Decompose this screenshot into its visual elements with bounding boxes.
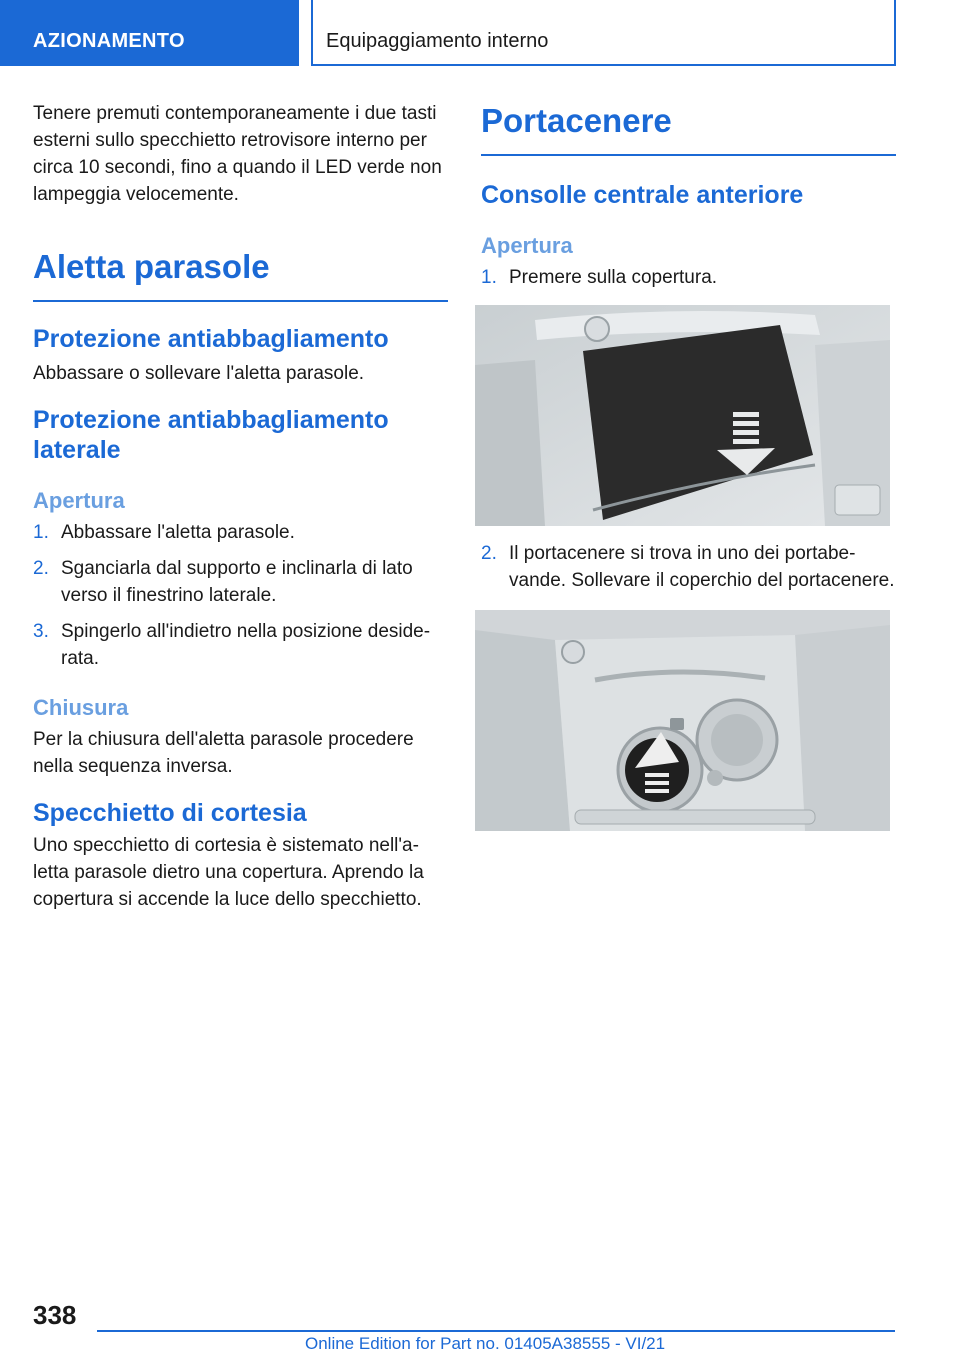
specchietto-text: Uno specchietto di cortesia è sistemato nell'aletta parasole dietro una copertura. Aprendo la copertura si accende la luce dello specchietto. (33, 835, 424, 910)
list-item (33, 519, 448, 546)
portacenere-step-1 (481, 264, 896, 291)
console-cover-illustration (475, 305, 890, 526)
step-text: Spingerlo all'indietro nella posizione desiderata. (61, 621, 431, 669)
step-number: 2. (481, 543, 497, 564)
figure-console-cover (475, 305, 890, 526)
ashtray-illustration (475, 610, 890, 831)
chiusura-text: Per la chiusura dell'aletta parasole procedere nella sequenza inversa. (33, 729, 414, 777)
apertura-steps (33, 519, 448, 672)
chapter-tab: Equipaggiamento interno (311, 0, 896, 66)
list-item (481, 264, 896, 291)
step-number: 1. (33, 522, 49, 543)
heading-apertura-right: Apertura (481, 233, 573, 258)
step-number: 3. (33, 621, 49, 642)
heading-aletta-parasole: Aletta parasole (33, 248, 448, 302)
list-item (33, 555, 448, 609)
list-item (33, 618, 448, 672)
protezione-text: Abbassare o sollevare l'aletta parasole. (33, 363, 365, 384)
edition-footer: Online Edition for Part no. 01405A38555 - VI/21 (305, 1334, 666, 1353)
step-text: Sganciarla dal supporto e inclinarla di lato verso il finestrino laterale. (61, 558, 413, 606)
figure-ashtray-cupholder (475, 610, 890, 831)
step-text: Premere sulla copertura. (509, 267, 718, 288)
portacenere-step-2 (481, 540, 896, 594)
page-number: 338 (33, 1300, 77, 1330)
step-number: 2. (33, 558, 49, 579)
heading-apertura-left: Apertura (33, 488, 125, 513)
heading-portacenere: Portacenere (481, 102, 896, 156)
heading-specchietto: Specchietto di cortesia (33, 799, 307, 827)
left-column (33, 100, 448, 913)
step-number: 1. (481, 267, 497, 288)
heading-chiusura: Chiusura (33, 695, 129, 720)
footer-divider (97, 1330, 895, 1332)
heading-consolle: Consolle centrale anteriore (481, 181, 804, 209)
section-tab: AZIONAMENTO (0, 0, 299, 66)
right-column (481, 100, 896, 831)
list-item (481, 540, 896, 594)
heading-protezione: Protezione antiabbagliamento (33, 325, 389, 353)
intro-paragraph: Tenere premuti contemporaneamente i due tasti esterni sullo specchietto retrovisore interno per circa 10 secondi, fino a quando il LED verde non lampeggia velocemente. (33, 103, 442, 205)
step-text: Abbassare l'aletta parasole. (61, 522, 295, 543)
page-header (0, 0, 960, 66)
heading-protezione-laterale: Protezione antiabbagliamento laterale (33, 406, 389, 464)
step-text: Il portacenere si trova in uno dei portabevande. Sollevare il coperchio del portacenere. (509, 543, 895, 591)
